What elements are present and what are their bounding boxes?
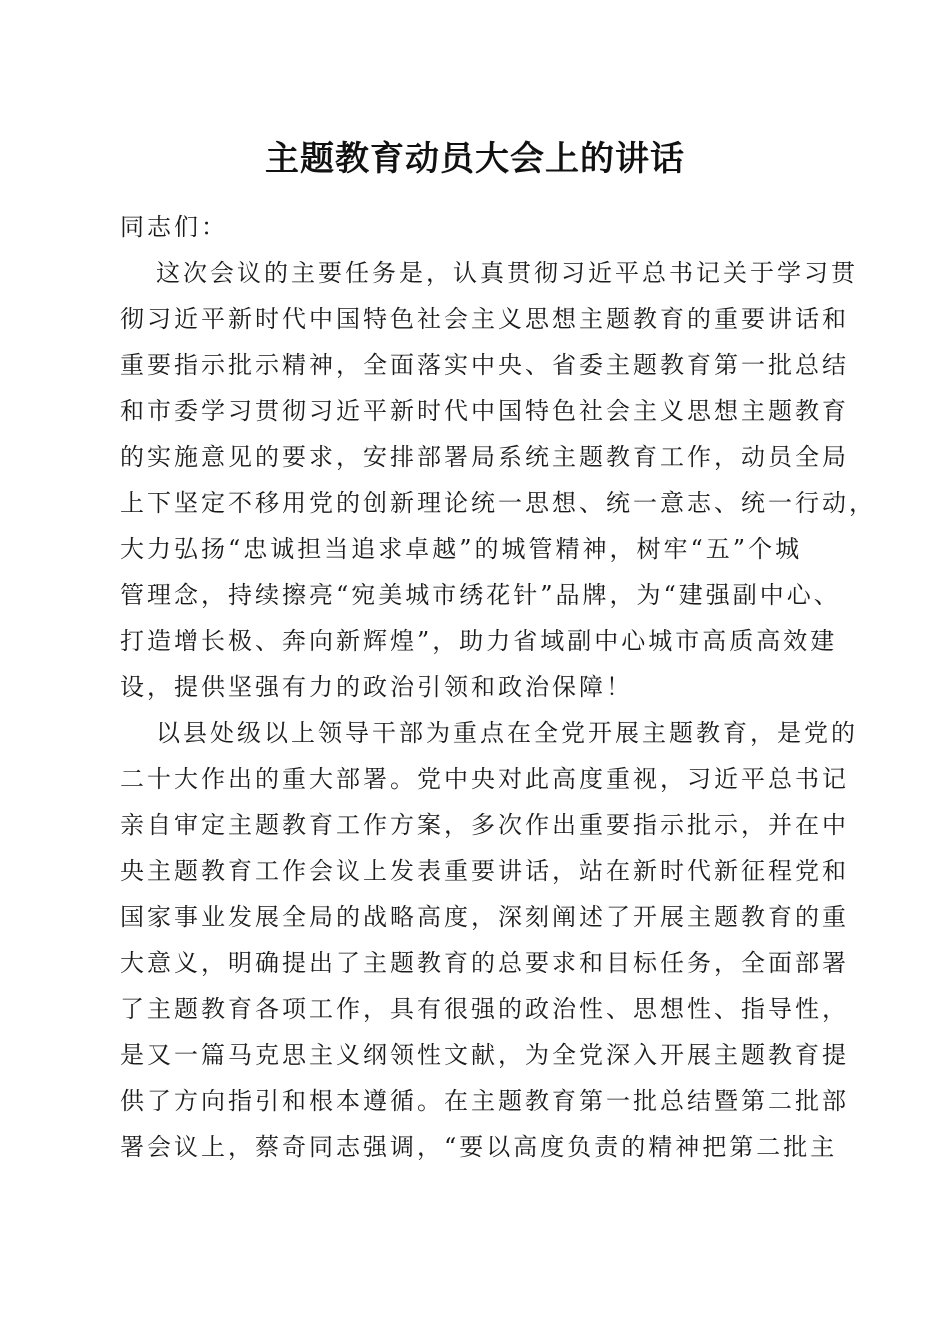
paragraph-line: 央主题教育工作会议上发表重要讲话，站在新时代新征程党和 [120, 857, 849, 885]
paragraph-line: 二十大作出的重大部署。党中央对此高度重视，习近平总书记 [120, 765, 849, 793]
paragraph-line: 的实施意见的要求，安排部署局系统主题教育工作，动员全局 [120, 443, 849, 471]
paragraph-line: 上下坚定不移用党的创新理论统一思想、统一意志、统一行动， [120, 489, 876, 517]
paragraph-line: 设，提供坚强有力的政治引领和政治保障！ [120, 673, 633, 701]
document-body [120, 204, 876, 1170]
paragraph-line: 是又一篇马克思主义纲领性文献，为全党深入开展主题教育提 [120, 1041, 849, 1069]
paragraph-line: 打造增长极、奔向新辉煌”，助力省域副中心城市高质高效建 [120, 627, 838, 655]
document-title: 主题教育动员大会上的讲话 [265, 139, 685, 179]
paragraph-line: 署会议上，蔡奇同志强调，“要以高度负责的精神把第二批主 [120, 1133, 838, 1161]
paragraph-line: 供了方向指引和根本遵循。在主题教育第一批总结暨第二批部 [120, 1087, 849, 1115]
paragraph-line: 国家事业发展全局的战略高度，深刻阐述了开展主题教育的重 [120, 903, 849, 931]
paragraph-line: 大意义，明确提出了主题教育的总要求和目标任务，全面部署 [120, 949, 849, 977]
paragraph-line: 大力弘扬“忠诚担当追求卓越”的城管精神，树牢“五”个城 [120, 535, 803, 563]
paragraph-line: 了主题教育各项工作，具有很强的政治性、思想性、指导性， [120, 995, 849, 1023]
paragraph-line: 和市委学习贯彻习近平新时代中国特色社会主义思想主题教育 [120, 397, 849, 425]
paragraph-line: 彻习近平新时代中国特色社会主义思想主题教育的重要讲话和 [120, 305, 849, 333]
paragraph-line: 管理念，持续擦亮“宛美城市绣花针”品牌，为“建强副中心、 [120, 581, 841, 609]
paragraph-line: 以县处级以上领导干部为重点在全党开展主题教育，是党的 [156, 719, 858, 747]
paragraph-line: 重要指示批示精神，全面落实中央、省委主题教育第一批总结 [120, 351, 849, 379]
salutation: 同志们： [120, 213, 228, 241]
paragraph-1 [120, 250, 876, 710]
paragraph-line: 这次会议的主要任务是，认真贯彻习近平总书记关于学习贯 [156, 259, 858, 287]
paragraph-2 [120, 710, 858, 1170]
paragraph-line: 亲自审定主题教育工作方案，多次作出重要指示批示，并在中 [120, 811, 849, 839]
